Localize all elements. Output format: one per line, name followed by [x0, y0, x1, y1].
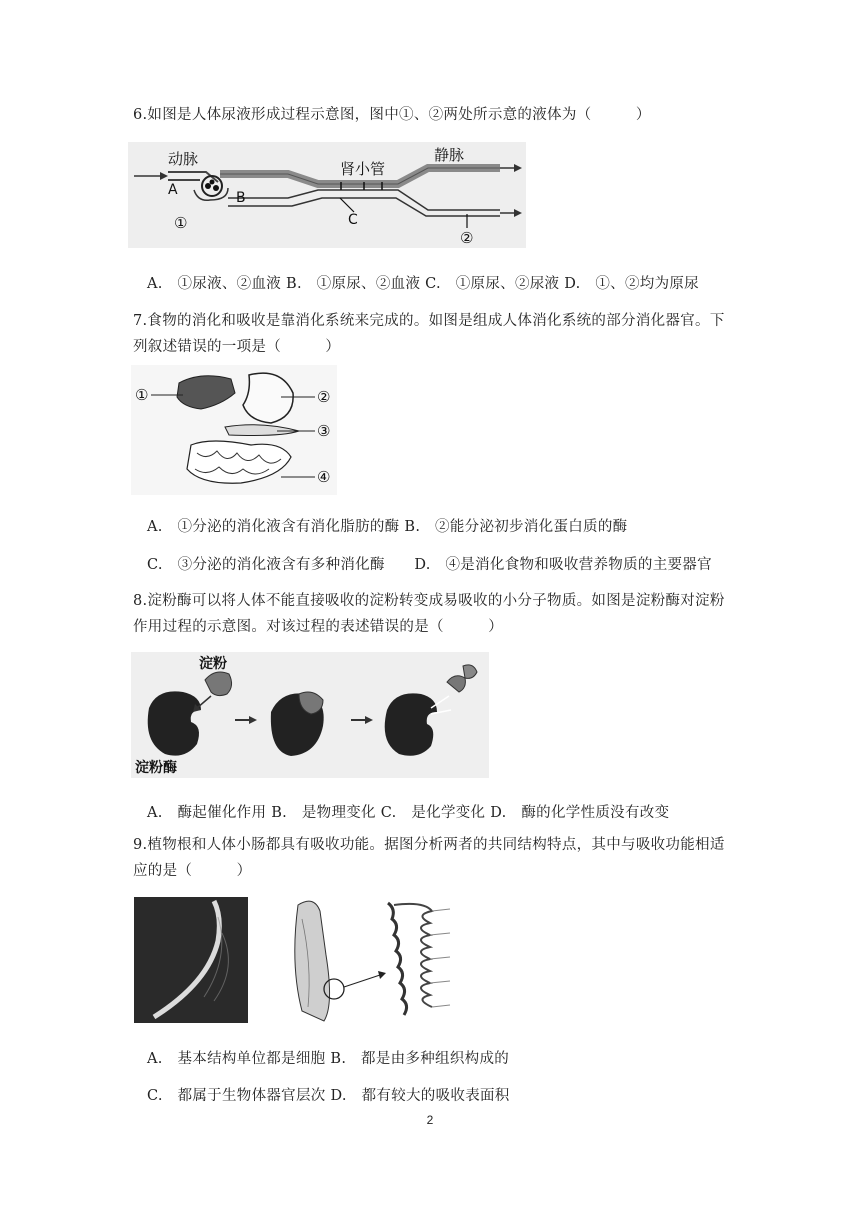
q7-stem: 7.食物的消化和吸收是靠消化系统来完成的。如图是组成人体消化系统的部分消化器官。下列叙述错误的一项是（ ）	[133, 313, 725, 355]
page-number: 2	[426, 1113, 434, 1127]
q9-stem: 9.植物根和人体小肠都具有吸收功能。据图分析两者的共同结构特点，其中与吸收功能相适应的是（ ）	[133, 837, 725, 879]
label-circle-2: ②	[460, 229, 474, 247]
label-tubule: 肾小管	[340, 160, 386, 178]
q8-stem: 8.淀粉酶可以将人体不能直接吸收的淀粉转变成易吸收的小分子物质。如图是淀粉酶对淀粉作用过程的示意图。对该过程的表述错误的是（ ）	[133, 593, 725, 635]
q6-options: A. ①尿液、②血液 B. ①原尿、②血液 C. ①原尿、②尿液 D. ①、②均为原尿	[147, 276, 699, 292]
q9-figure-small-intestine	[284, 895, 466, 1031]
q8-figure-amylase-process	[131, 652, 489, 782]
label-A: A	[168, 182, 178, 198]
q6-figure-urine-formation	[128, 142, 526, 252]
label-vein: 静脉	[434, 146, 465, 164]
label-C: C	[348, 212, 358, 228]
q6-stem: 6.如图是人体尿液形成过程示意图，图中①、②两处所示意的液体为（ ）	[133, 107, 651, 123]
q8-options: A. 酶起催化作用 B. 是物理变化 C. 是化学变化 D. 酶的化学性质没有改变	[147, 805, 670, 821]
q9-options-line2: C. 都属于生物体器官层次 D. 都有较大的吸收表面积	[147, 1088, 510, 1104]
label-amylase: 淀粉酶	[135, 760, 177, 776]
label-circle-3: ③	[317, 422, 331, 440]
label-B: B	[236, 190, 246, 206]
label-artery: 动脉	[168, 150, 199, 168]
q9-figure-root	[134, 897, 248, 1027]
label-circle-1: ①	[174, 214, 188, 232]
label-circle-2: ②	[317, 388, 331, 406]
q7-options-line2: C. ③分泌的消化液含有多种消化酶 D. ④是消化食物和吸收营养物质的主要器官	[147, 557, 712, 573]
label-circle-4: ④	[317, 468, 331, 486]
label-starch: 淀粉	[199, 656, 227, 672]
label-circle-1: ①	[135, 386, 149, 404]
q9-options-line1: A. 基本结构单位都是细胞 B. 都是由多种组织构成的	[147, 1051, 510, 1067]
q7-options-line1: A. ①分泌的消化液含有消化脂肪的酶 B. ②能分泌初步消化蛋白质的酶	[147, 519, 628, 535]
q7-figure-digestive-organs	[131, 365, 337, 499]
